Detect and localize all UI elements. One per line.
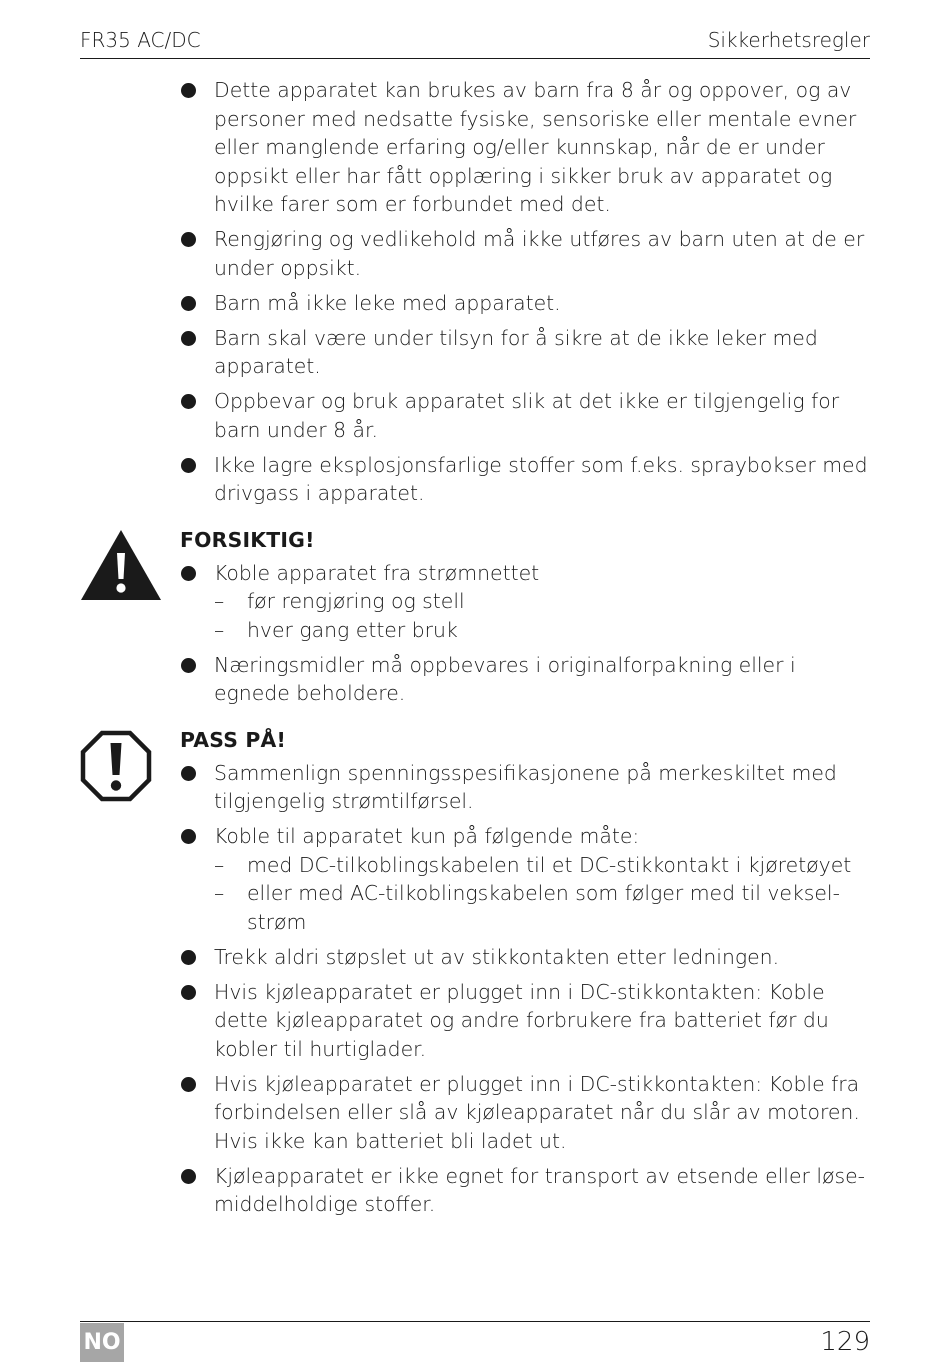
header-model: FR35 AC/DC — [80, 28, 201, 52]
page-number: 129 — [820, 1327, 870, 1357]
language-badge: NO — [80, 1323, 124, 1362]
footer-divider — [80, 1321, 870, 1322]
caution-heading: FORSIKTIG! — [180, 527, 315, 552]
list-item — [180, 559, 872, 645]
list-item-text: Koble til apparatet kun på følgende måte: — [214, 824, 640, 848]
caution-list — [180, 559, 872, 708]
list-item: Kjøleapparatet er ikke egnet for transport av etsende eller løsemiddelholdige stoffer. — [180, 1162, 872, 1219]
list-item: Næringsmidler må oppbevares i originalforpakning eller i egnede beholdere. — [180, 651, 872, 708]
sub-list-item: – eller med AC-tilkoblingskabelen som følger med til vekselstrøm — [214, 879, 872, 936]
sub-list-item: – med DC-tilkoblingskabelen til et DC-stikkontakt i kjøretøyet — [214, 851, 872, 880]
list-item: Hvis kjøleapparatet er plugget inn i DC-stikkontakten: Koble fra forbindelsen eller slå av kjøleapparatet når du slår av motoren. Hvis ikke kan batteriet bli ladet ut. — [180, 1070, 872, 1156]
octagon-exclamation-icon — [80, 730, 152, 802]
list-item: Ikke lagre eksplosjonsfarlige stoffer som f.eks. spraybokser med drivgass i apparatet. — [180, 451, 872, 508]
page-header — [80, 26, 870, 59]
sub-list-item: – hver gang etter bruk — [214, 616, 872, 645]
header-section: Sikkerhetsregler — [707, 28, 870, 52]
list-item: Sammenlign spenningsspesifikasjonene på merkeskiltet med tilgjengelig strømtilførsel. — [180, 759, 872, 816]
list-item: Dette apparatet kan brukes av barn fra 8 år og oppover, og av personer med nedsatte fysiske, sensoriske eller mentale evner eller manglende erfaring og/eller kunnskap, når de er under oppsikt eller har fått opplæring i sikker bruk av apparatet og hvilke farer som er forbundet med det. — [180, 76, 872, 219]
notice-list — [180, 759, 872, 1219]
list-item: Rengjøring og vedlikehold må ikke utføres av barn uten at de er under oppsikt. — [180, 225, 872, 282]
list-item: Barn skal være under tilsyn for å sikre at de ikke leker med apparatet. — [180, 324, 872, 381]
sub-list — [214, 587, 872, 644]
list-item-text: Koble apparatet fra strømnettet — [214, 560, 540, 585]
warning-triangle-icon — [80, 529, 162, 601]
list-item: Trekk aldri støpslet ut av stikkontakten etter ledningen. — [180, 943, 872, 972]
notice-heading: PASS PÅ! — [180, 727, 287, 752]
list-item: Barn må ikke leke med apparatet. — [180, 289, 872, 318]
list-item — [180, 822, 872, 936]
page-content — [180, 76, 872, 1225]
sub-list-item: – før rengjøring og stell — [214, 587, 872, 616]
general-safety-list — [180, 76, 872, 508]
list-item: Hvis kjøleapparatet er plugget inn i DC-stikkontakten: Koble dette kjøleapparatet og andre forbrukere fra batteriet før du kobler til hurtiglader. — [180, 978, 872, 1064]
list-item: Oppbevar og bruk apparatet slik at det ikke er tilgjengelig for barn under 8 år. — [180, 387, 872, 444]
sub-list — [214, 851, 872, 937]
